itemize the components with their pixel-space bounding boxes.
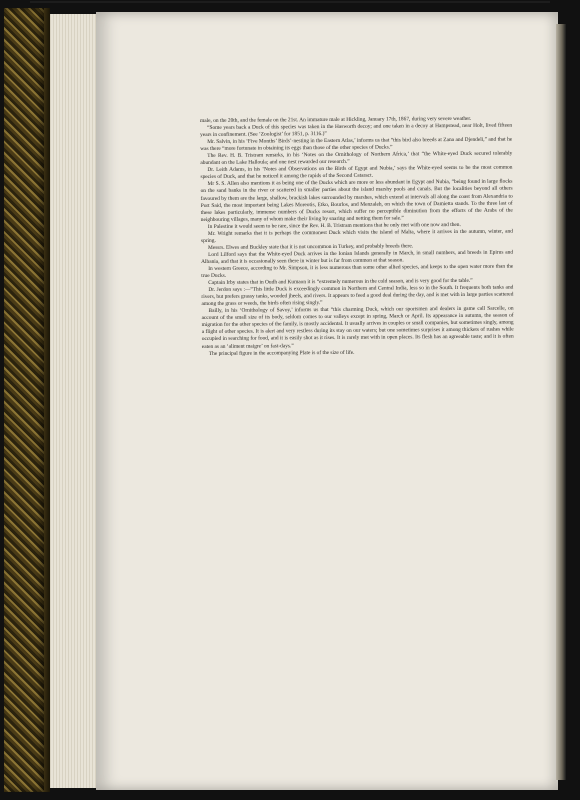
paragraph: Mr. Wright remarks that it is perhaps the commonest Duck which visits the island of Malta, where it arrives in the autumn, winter, and spring. xyxy=(200,228,513,244)
scan-border xyxy=(30,1,550,3)
paragraph: The Rev. H. B. Tristram remarks, in his ‘Notes on the Ornithology of Northern Africa,’ that “the White-eyed Duck secured tolerably abundant on the Lake Halloula; and one nest rewarded our research.” xyxy=(200,150,513,167)
paragraph: Lord Lilford says that the White-eyed Duck arrives in the Ionian Islands generally in March, in small numbers, and breeds in Epirus and Albania, and that it is occasionally seen there in winter but is far from common at that season. xyxy=(201,249,514,265)
paragraph: Bailly, in his ‘Ornithology of Savoy,’ informs us that “this charming Duck, which our sportsmen and dealers in game call Sarcelle, on account of the small size of its body, seldom comes to our valleys except in spring, March or April. Its appearance in autumn, the season of migration for the other species of the family, is mostly accidental. It usually arrives in couples or small companies, but sometimes singly, among a flight of other species. It is alert and very restless during its stay on our waters; but one sometimes surprises it among thickets of rushes while occupied in searching for food, and it is easily shot as it rises. It is rarely met with in open places. Its flesh has an agreeable taste; and it is often eaten as an ‘aliment maigre’ on fast-days.” xyxy=(201,305,514,350)
paragraph: Captain Irby states that in Oudh and Kumaon it is “extremely numerous in the cold season, and is very good for the table.” xyxy=(208,277,473,287)
paragraph: male, on the 20th, and the female on the 21st. An immature male at Hickling, January 17th, 1867, during very severe weather. xyxy=(200,115,472,124)
page-right-edge xyxy=(556,24,566,780)
decorative-cover-board xyxy=(4,8,44,792)
paragraph: “Some years back a Duck of this species was taken in the Hasworth decoy; and one taken in a decoy at Hampstead, near Holt, lived fifteen years in confinement. (See ‘Zoologist’ for 1851, p. 3116.)” xyxy=(200,122,513,139)
page-body-text xyxy=(200,116,514,358)
paragraph: Mr S. S. Allen also mentions it as being one of the Ducks which are more or less abundant in Egypt and Nubia, “being found in large flocks on the sand banks in the river or scattered in smaller parties about the island marshy pools and canals. But the localities beyond all others favoured by them are the large, shallow, brackish lakes surrounded by marshes, which extend at intervals all along the coast from Alexandria to Port Said, the most important being Lakes Moreotis, Etko, Bourlos, and Menzaleh, on which the town of Damietta stands. To the three last of these lakes particularly, immense numbers of Ducks resort, which suffer no perceptible diminution from the efforts of the Arabs of the neighbouring villages, many of whom make their living by snaring and netting them for sale.” xyxy=(200,178,513,223)
paragraph: The principal figure in the accompanying Plate is of the size of life. xyxy=(208,349,355,357)
paragraph: In western Greece, according to Mr. Simpson, it is less numerous than some other allied species, and keeps to the open water more than the true Ducks. xyxy=(201,263,514,280)
paragraph: Dr. Leith Adams, in his ‘Notes and Observations on the Birds of Egypt and Nubia,’ says the White-eyed seems to be the most common species of Duck, and that he noticed it among the rapids of the Second Cataract. xyxy=(200,164,513,181)
paragraph: Messrs. Elwes and Buckley state that it is not uncommon in Turkey, and probably breeds there. xyxy=(207,243,414,251)
paragraph: In Palestine it would seem to be rare, since the Rev. H. B. Tristram mentions that he only met with one now and then. xyxy=(207,221,461,230)
paragraph: Dr. Jerdon says :—“This little Duck is exceedingly common in Northern and Central India, less so in the South. It frequents both tanks and rivers, but prefers grassy tanks, wooded jheels, and rivers. It appears to feed a good deal during the day, and is met with in large parties scattered among the grass or weeds, the birds often rising singly.” xyxy=(201,284,514,308)
page-stack-edges xyxy=(50,14,98,788)
paragraph: Mr. Salvin, in his ‘Five Months’ Birds’-nesting in the Eastern Atlas,’ informs us that “this bird also breeds at Zana and Djendeli,” and that he was there “more fortunate in obtaining its eggs than those of the other species of Ducks.” xyxy=(200,136,513,153)
